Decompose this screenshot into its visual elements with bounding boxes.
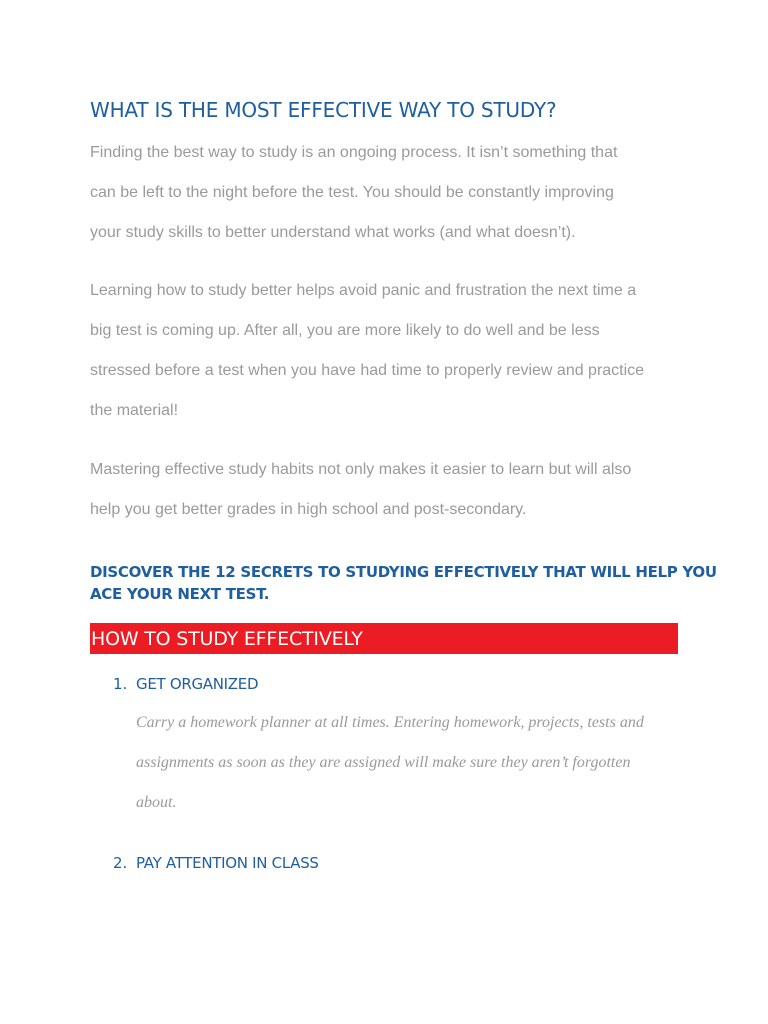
list-item-number: 1. <box>113 675 128 693</box>
discover-heading-line: ACE YOUR NEXT TEST. <box>90 585 270 603</box>
list-item-number: 2. <box>113 854 128 872</box>
paragraph-line: Finding the best way to study is an ongoing process. It isn’t something that <box>90 144 618 161</box>
list-item-heading: PAY ATTENTION IN CLASS <box>136 854 319 872</box>
intro-paragraph-1 <box>90 133 617 253</box>
paragraph-line: stressed before a test when you have had time to properly review and practice <box>90 362 645 379</box>
list-item-body-line: assignments as soon as they are assigned will make sure they aren’t forgotten <box>136 754 631 771</box>
paragraph-line: Learning how to study better helps avoid panic and frustration the next time a <box>90 282 637 299</box>
intro-paragraph-3 <box>90 450 631 530</box>
discover-heading-line: DISCOVER THE 12 SECRETS TO STUDYING EFFECTIVELY THAT WILL HELP YOU <box>90 563 717 581</box>
paragraph-line: big test is coming up. After all, you are more likely to do well and be less <box>90 322 600 339</box>
list-item-body-line: Carry a homework planner at all times. Entering homework, projects, tests and <box>136 714 644 731</box>
list-item-heading: GET ORGANIZED <box>136 675 259 693</box>
paragraph-line: can be left to the night before the test. You should be constantly improving <box>90 184 614 201</box>
page-title: WHAT IS THE MOST EFFECTIVE WAY TO STUDY? <box>90 98 557 122</box>
section-banner-title: HOW TO STUDY EFFECTIVELY <box>91 628 363 650</box>
list-item-body <box>136 703 644 823</box>
intro-paragraph-2 <box>90 271 644 431</box>
paragraph-line: the material! <box>90 402 179 419</box>
paragraph-line: your study skills to better understand what works (and what doesn’t). <box>90 224 576 241</box>
paragraph-line: Mastering effective study habits not only makes it easier to learn but will also <box>90 461 632 478</box>
discover-heading <box>90 561 717 605</box>
list-item-body-line: about. <box>136 794 177 811</box>
section-banner <box>90 623 678 654</box>
paragraph-line: help you get better grades in high school and post-secondary. <box>90 501 527 518</box>
